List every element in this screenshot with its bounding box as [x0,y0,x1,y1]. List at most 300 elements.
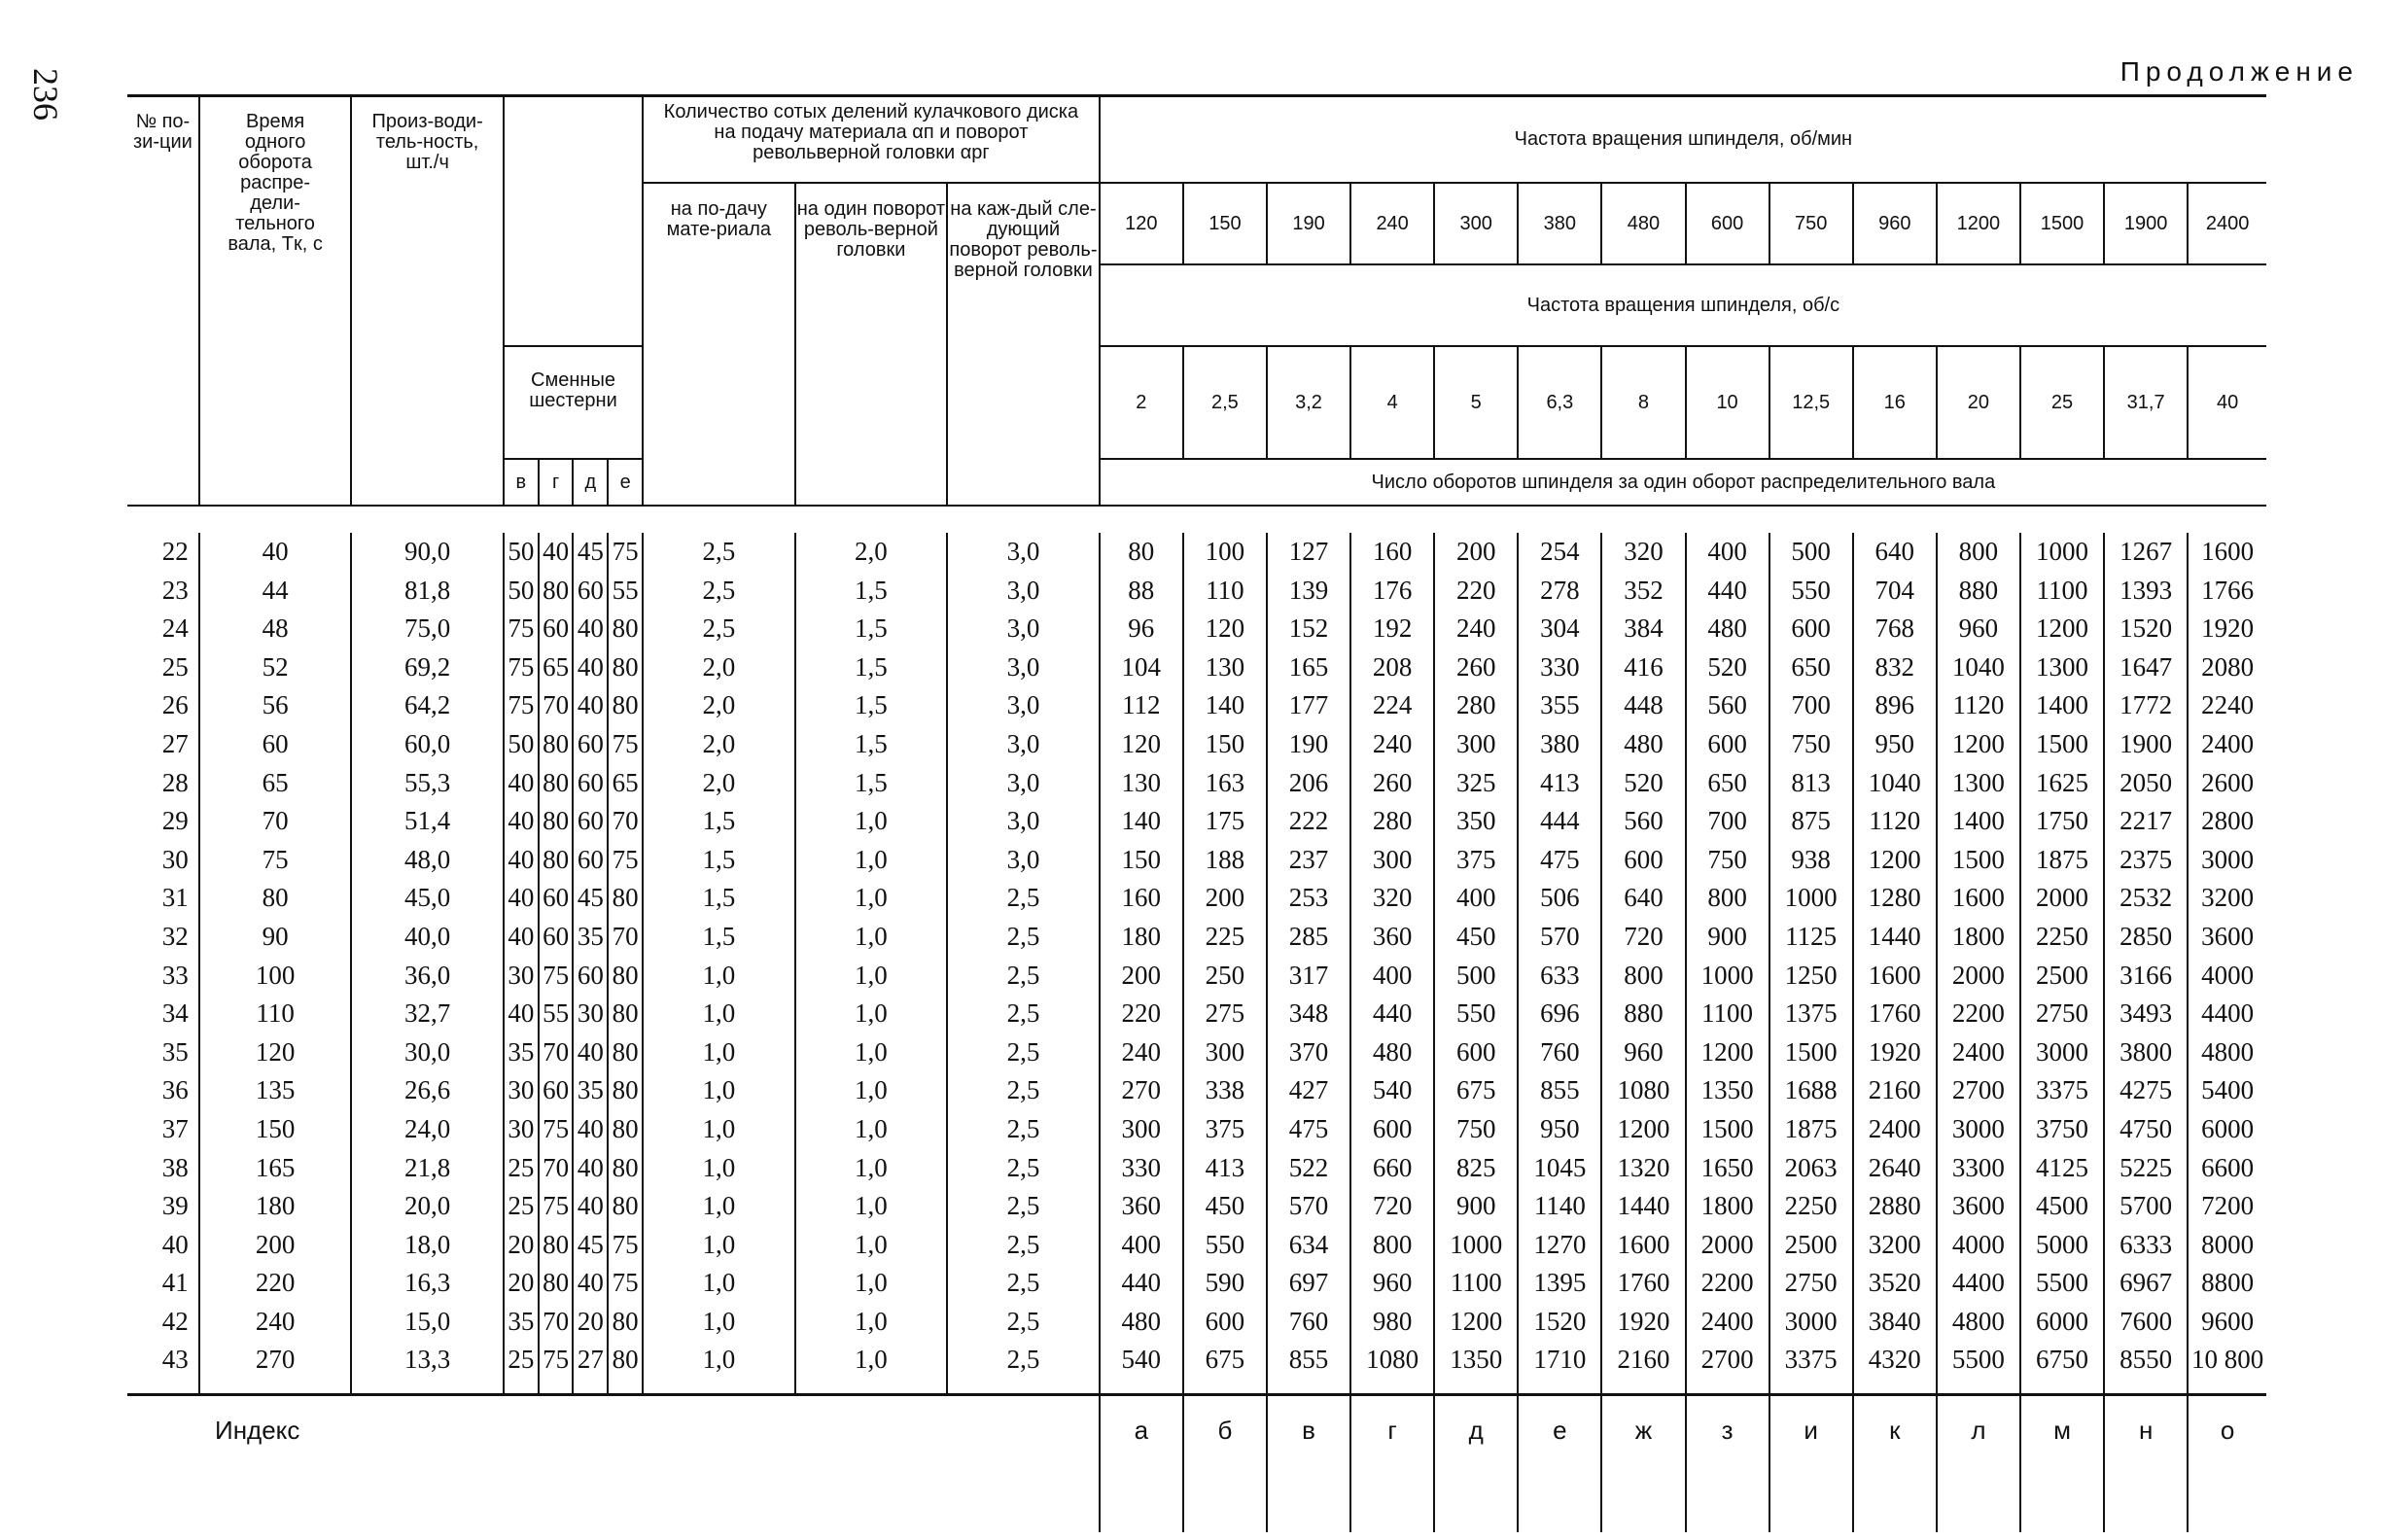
table-cell: 1000 [1686,957,1769,996]
table-cell: 1500 [2020,725,2104,764]
index-letter: м [2020,1395,2104,1533]
table-cell: 80 [539,1264,574,1303]
table-cell: 1710 [1518,1341,1601,1394]
table-cell: 75 [539,957,574,996]
table-cell: 30 [504,1071,539,1110]
table-cell: 40 [127,1226,199,1265]
table-cell: 55 [608,572,643,611]
table-cell: 30 [504,1110,539,1149]
table-cell: 1,0 [795,1187,948,1226]
table-cell: 60 [539,610,574,648]
header-rpm-11: 1500 [2020,183,2104,264]
table-cell: 1045 [1518,1149,1601,1188]
table-row [127,1341,2266,1394]
table-cell: 590 [1183,1264,1267,1303]
table-cell: 560 [1601,802,1685,841]
table-cell: 880 [1937,572,2020,611]
table-cell: 2,5 [947,1149,1100,1188]
table-row [127,725,2266,764]
table-cell: 135 [199,1071,352,1110]
table-cell: 200 [1434,533,1518,572]
table-cell: 800 [1937,533,2020,572]
table-cell: 75 [608,1264,643,1303]
index-blank [643,1395,1100,1533]
table-cell: 27 [573,1341,608,1394]
header-productivity: Произ-води-тель-ность, шт./ч [351,95,504,506]
table-cell: 2,5 [947,995,1100,1033]
header-rpm-10: 1200 [1937,183,2020,264]
table-cell: 240 [1100,1033,1183,1072]
table-cell: 25 [504,1187,539,1226]
table-cell: 900 [1686,918,1769,957]
table-cell: 320 [1350,879,1434,918]
table-cell: 75 [504,610,539,648]
table-cell: 25 [127,648,199,687]
table-cell: 2700 [1937,1071,2020,1110]
header-rps-title: Частота вращения шпинделя, об/с [1100,264,2266,346]
table-cell: 40 [504,879,539,918]
table-cell: 3200 [2188,879,2266,918]
table-cell: 1250 [1769,957,1853,996]
header-cam-group: Количество сотых делений кулачкового диска на подачу материала αп и поворот револьверной головки αрг [643,95,1100,183]
table-cell: 37 [127,1110,199,1149]
table-cell: 43 [127,1341,199,1394]
table-cell: 80 [608,686,643,725]
table-cell: 3,0 [947,764,1100,803]
table-cell: 20 [504,1264,539,1303]
table-cell: 40 [573,1149,608,1188]
table-cell: 1,0 [643,957,795,996]
table-cell: 28 [127,764,199,803]
table-cell: 1200 [2020,610,2104,648]
table-cell: 855 [1267,1341,1350,1394]
table-cell: 60 [573,802,608,841]
table-cell: 2,0 [643,725,795,764]
table-cell: 600 [1686,725,1769,764]
table-cell: 700 [1686,802,1769,841]
table-cell: 40 [573,1110,608,1149]
table-cell: 1,0 [795,1303,948,1342]
table-cell: 50 [504,725,539,764]
table-cell: 240 [1434,610,1518,648]
table-cell: 75 [608,725,643,764]
table-cell: 240 [199,1303,352,1342]
table-cell: 3,0 [947,533,1100,572]
table-cell: 100 [1183,533,1267,572]
header-rpm-4: 300 [1434,183,1518,264]
table-cell: 48,0 [351,841,504,880]
table-cell: 165 [1267,648,1350,687]
table-cell: 150 [1100,841,1183,880]
table-cell: 3750 [2020,1110,2104,1149]
index-letter: г [1350,1395,1434,1533]
table-cell: 25 [504,1149,539,1188]
table-cell: 4750 [2104,1110,2188,1149]
table-cell: 480 [1350,1033,1434,1072]
table-cell: 220 [1434,572,1518,611]
table-cell: 1,0 [795,1226,948,1265]
table-cell: 2217 [2104,802,2188,841]
header-rps-6: 8 [1601,346,1685,459]
table-cell: 800 [1686,879,1769,918]
table-cell: 413 [1183,1149,1267,1188]
table-cell: 40 [504,764,539,803]
table-cell: 1875 [2020,841,2104,880]
index-letter: в [1267,1395,1350,1533]
table-row [127,1071,2266,1110]
table-cell: 1900 [2104,725,2188,764]
table-cell: 3600 [2188,918,2266,957]
table-cell: 700 [1769,686,1853,725]
table-cell: 1,5 [643,802,795,841]
table-cell: 32 [127,918,199,957]
table-cell: 304 [1518,610,1601,648]
table-cell: 1772 [2104,686,2188,725]
table-cell: 2,0 [643,648,795,687]
table-cell: 1,0 [795,1110,948,1149]
table-cell: 24 [127,610,199,648]
table-cell: 3375 [2020,1071,2104,1110]
table-row [127,841,2266,880]
index-letter: и [1769,1395,1853,1533]
table-cell: 254 [1518,533,1601,572]
table-cell: 80 [608,1149,643,1188]
table-cell: 950 [1853,725,1937,764]
table-cell: 1,5 [643,918,795,957]
table-header [127,95,2266,506]
table-cell: 177 [1267,686,1350,725]
table-cell: 634 [1267,1226,1350,1265]
table-cell: 33 [127,957,199,996]
table-cell: 5225 [2104,1149,2188,1188]
table-cell: 4400 [2188,995,2266,1033]
table-cell: 355 [1518,686,1601,725]
table-cell: 1,5 [795,610,948,648]
table-cell: 375 [1434,841,1518,880]
header-gear-d: д [573,459,608,506]
table-cell: 1120 [1937,686,2020,725]
table-cell: 237 [1267,841,1350,880]
header-spacer [127,506,2266,533]
table-cell: 1760 [1853,995,1937,1033]
index-letter: ж [1601,1395,1685,1533]
table-cell: 1,5 [795,572,948,611]
table-cell: 1440 [1601,1187,1685,1226]
table-cell: 34 [127,995,199,1033]
table-cell: 80 [539,1226,574,1265]
table-cell: 5400 [2188,1071,2266,1110]
table-cell: 40 [504,802,539,841]
table-cell: 3,0 [947,610,1100,648]
index-letter: е [1518,1395,1601,1533]
table-cell: 1,0 [643,1341,795,1394]
header-rpm-13: 2400 [2188,183,2266,264]
table-cell: 80 [608,879,643,918]
table-row [127,1303,2266,1342]
table-cell: 825 [1434,1149,1518,1188]
table-cell: 325 [1434,764,1518,803]
table-cell: 2000 [1686,1226,1769,1265]
table-cell: 2400 [1853,1110,1937,1149]
table-cell: 444 [1518,802,1601,841]
table-cell: 1040 [1853,764,1937,803]
table-cell: 1,0 [795,1071,948,1110]
table-cell: 440 [1100,1264,1183,1303]
table-cell: 35 [573,1071,608,1110]
table-cell: 1040 [1937,648,2020,687]
index-letter: а [1100,1395,1183,1533]
header-rps-12: 31,7 [2104,346,2188,459]
table-cell: 110 [199,995,352,1033]
table-cell: 1,0 [643,1226,795,1265]
table-cell: 2532 [2104,879,2188,918]
table-cell: 2400 [1937,1033,2020,1072]
index-label: Индекс [215,1416,300,1446]
table-cell: 1,0 [795,1264,948,1303]
table-cell: 280 [1350,802,1434,841]
table-cell: 100 [199,957,352,996]
table-cell: 90 [199,918,352,957]
table-cell: 36 [127,1071,199,1110]
table-cell: 75 [608,841,643,880]
header-rpm-6: 480 [1601,183,1685,264]
table-cell: 2,0 [643,764,795,803]
table-cell: 70 [608,918,643,957]
table-cell: 165 [199,1149,352,1188]
table-cell: 750 [1434,1110,1518,1149]
table-cell: 1125 [1769,918,1853,957]
table-cell: 960 [1937,610,2020,648]
table-cell: 4500 [2020,1187,2104,1226]
table-cell: 1200 [1434,1303,1518,1342]
table-cell: 1875 [1769,1110,1853,1149]
table-cell: 1920 [1853,1033,1937,1072]
table-cell: 40 [573,1187,608,1226]
table-cell: 1600 [1853,957,1937,996]
table-cell: 1100 [1434,1264,1518,1303]
table-cell: 81,8 [351,572,504,611]
table-cell: 2,5 [947,1341,1100,1394]
table-cell: 206 [1267,764,1350,803]
table-cell: 75 [539,1341,574,1394]
table-cell: 1,0 [643,1187,795,1226]
table-cell: 42 [127,1303,199,1342]
table-cell: 2700 [1686,1341,1769,1394]
table-cell: 4000 [1937,1226,2020,1265]
table-cell: 45 [573,1226,608,1265]
table-cell: 150 [199,1110,352,1149]
table-cell: 3493 [2104,995,2188,1033]
table-cell: 40,0 [351,918,504,957]
table-cell: 317 [1267,957,1350,996]
table-row [127,995,2266,1033]
header-rpm-8: 750 [1769,183,1853,264]
table-cell: 570 [1267,1187,1350,1226]
header-rpm-3: 240 [1350,183,1434,264]
table-cell: 370 [1267,1033,1350,1072]
header-rps-5: 6,3 [1518,346,1601,459]
table-cell: 70 [608,802,643,841]
table-cell: 75 [504,686,539,725]
table-cell: 2160 [1601,1341,1685,1394]
table-cell: 750 [1686,841,1769,880]
table-cell: 4000 [2188,957,2266,996]
table-cell: 140 [1183,686,1267,725]
table-cell: 2050 [2104,764,2188,803]
table-cell: 650 [1686,764,1769,803]
table-cell: 2,5 [947,1187,1100,1226]
table-cell: 60 [573,841,608,880]
table-cell: 35 [504,1033,539,1072]
header-rps-9: 16 [1853,346,1937,459]
table-cell: 160 [1350,533,1434,572]
table-cell: 600 [1350,1110,1434,1149]
table-row [127,957,2266,996]
table-cell: 35 [504,1303,539,1342]
table-cell: 40 [539,533,574,572]
table-cell: 30 [573,995,608,1033]
table-cell: 1,5 [643,841,795,880]
table-cell: 2,5 [947,1110,1100,1149]
table-cell: 60 [573,725,608,764]
table-cell: 80 [608,1110,643,1149]
table-cell: 40 [573,610,608,648]
table-cell: 4320 [1853,1341,1937,1394]
header-rpm-2: 190 [1267,183,1350,264]
table-cell: 1270 [1518,1226,1601,1265]
table-cell: 3840 [1853,1303,1937,1342]
table-cell: 80 [608,648,643,687]
table-cell: 1100 [1686,995,1769,1033]
table-cell: 32,7 [351,995,504,1033]
table-cell: 980 [1350,1303,1434,1342]
table-cell: 1400 [2020,686,2104,725]
table-cell: 450 [1434,918,1518,957]
header-position-no: № по-зи-ции [127,95,199,506]
table-cell: 110 [1183,572,1267,611]
header-rpm-5: 380 [1518,183,1601,264]
table-cell: 70 [539,1149,574,1188]
table-cell: 55 [539,995,574,1033]
table-cell: 60 [199,725,352,764]
table-cell: 448 [1601,686,1685,725]
table-cell: 60 [539,918,574,957]
table-cell: 20 [573,1303,608,1342]
table-cell: 330 [1100,1149,1183,1188]
table-cell: 520 [1686,648,1769,687]
table-cell: 600 [1434,1033,1518,1072]
table-cell: 20,0 [351,1187,504,1226]
header-rps-13: 40 [2188,346,2266,459]
table-cell: 30 [127,841,199,880]
table-cell: 130 [1100,764,1183,803]
table-cell: 104 [1100,648,1183,687]
table-cell: 1267 [2104,533,2188,572]
table-cell: 31 [127,879,199,918]
table-cell: 1,0 [795,1341,948,1394]
table-cell: 1,0 [643,1149,795,1188]
table-cell: 1080 [1601,1071,1685,1110]
table-cell: 360 [1350,918,1434,957]
table-cell: 50 [504,572,539,611]
table-cell: 1140 [1518,1187,1601,1226]
table-cell: 22 [127,533,199,572]
table-cell: 3,0 [947,802,1100,841]
table-cell: 1350 [1434,1341,1518,1394]
table-cell: 2880 [1853,1187,1937,1226]
table-cell: 52 [199,648,352,687]
table-cell: 1500 [1937,841,2020,880]
table-cell: 1,5 [795,648,948,687]
table-cell: 3,0 [947,572,1100,611]
table-cell: 1650 [1686,1149,1769,1188]
table-cell: 220 [199,1264,352,1303]
table-cell: 4400 [1937,1264,2020,1303]
table-cell: 35 [573,918,608,957]
header-rps-3: 4 [1350,346,1434,459]
table-cell: 222 [1267,802,1350,841]
table-cell: 26 [127,686,199,725]
table-cell: 80 [539,572,574,611]
table-cell: 1400 [1937,802,2020,841]
table-cell: 285 [1267,918,1350,957]
table-cell: 600 [1769,610,1853,648]
table-cell: 760 [1267,1303,1350,1342]
table-cell: 163 [1183,764,1267,803]
table-cell: 1,5 [795,725,948,764]
table-cell: 1,0 [795,802,948,841]
table-cell: 550 [1434,995,1518,1033]
table-cell: 2,0 [643,686,795,725]
table-cell: 18,0 [351,1226,504,1265]
table-cell: 1,0 [795,995,948,1033]
table-cell: 64,2 [351,686,504,725]
table-cell: 1920 [1601,1303,1685,1342]
table-cell: 3,0 [947,686,1100,725]
table-cell: 960 [1601,1033,1685,1072]
table-cell: 1,5 [795,764,948,803]
header-gears-blank [504,95,643,346]
table-cell: 3375 [1769,1341,1853,1394]
table-cell: 40 [573,686,608,725]
table-cell: 2750 [1769,1264,1853,1303]
table-cell: 1750 [2020,802,2104,841]
table-cell: 1688 [1769,1071,1853,1110]
table-cell: 1100 [2020,572,2104,611]
table-cell: 1500 [1769,1033,1853,1072]
table-body [127,533,2266,1395]
table-cell: 192 [1350,610,1434,648]
table-cell: 200 [1183,879,1267,918]
table-cell: 400 [1100,1226,1183,1265]
table-cell: 24,0 [351,1110,504,1149]
table-cell: 3600 [1937,1187,2020,1226]
index-letter: н [2104,1395,2188,1533]
table-cell: 80 [539,841,574,880]
table-cell: 6000 [2020,1303,2104,1342]
table-cell: 896 [1853,686,1937,725]
table-cell: 320 [1601,533,1685,572]
table-cell: 540 [1350,1071,1434,1110]
table-cell: 938 [1769,841,1853,880]
header-gear-e: е [608,459,643,506]
table-cell: 480 [1686,610,1769,648]
table-cell: 900 [1434,1187,1518,1226]
table-cell: 800 [1350,1226,1434,1265]
table-cell: 2,5 [947,1071,1100,1110]
table-cell: 2080 [2188,648,2266,687]
table-cell: 300 [1434,725,1518,764]
